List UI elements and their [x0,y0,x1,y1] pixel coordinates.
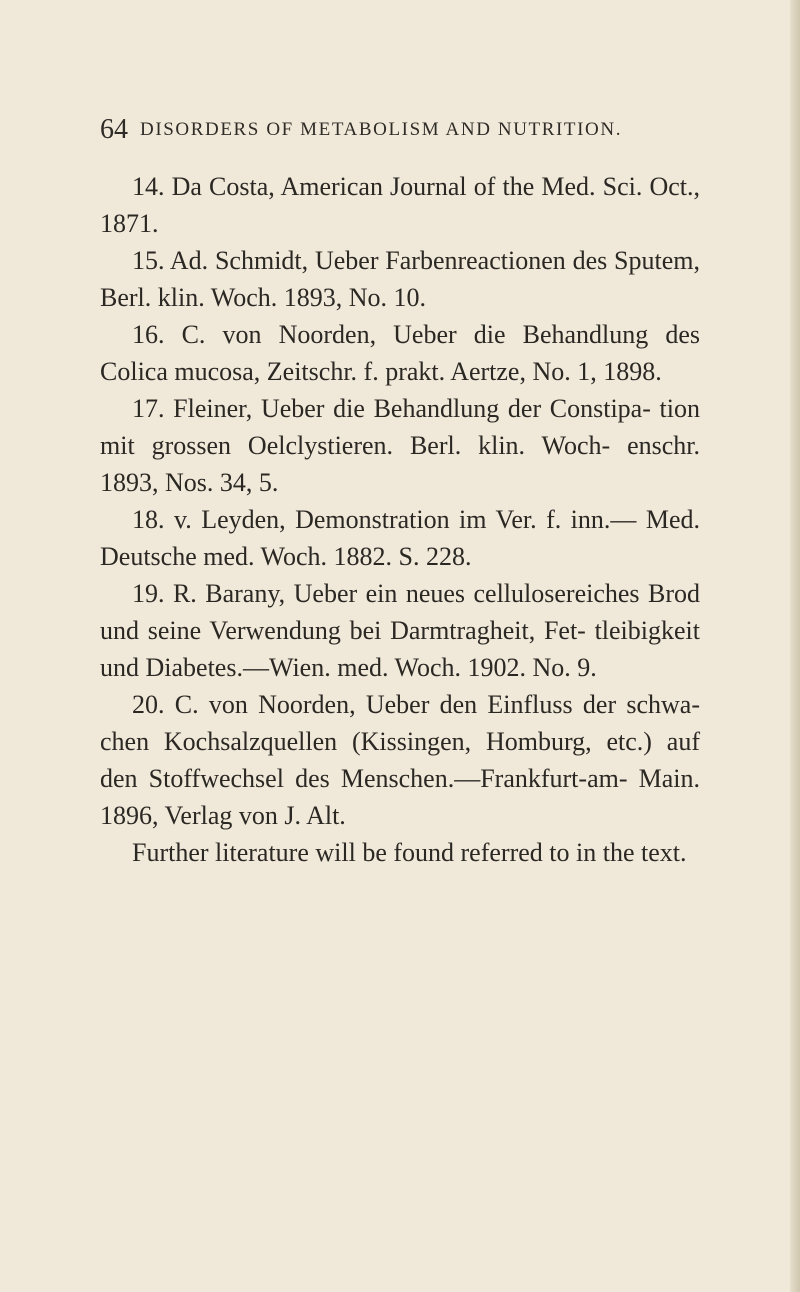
reference-17: 17. Fleiner, Ueber die Behandlung der Constipa- tion mit grossen Oelclystieren. Berl. klin. Woch- enschr. 1893, Nos. 34, 5. [100,394,700,497]
page-number: 64 [100,114,128,145]
reference-20: 20. C. von Noorden, Ueber den Einfluss der schwa- chen Kochsalzquellen (Kissingen, Homburg, etc.) auf den Stoffwechsel des Menschen.—Frankfurt-am- Main. 1896, Verlag von J. Alt. [100,690,700,830]
closing-note: Further literature will be found referred to in the text. [132,838,687,867]
reference-19: 19. R. Barany, Ueber ein neues cellulosereiches Brod und seine Verwendung bei Darmtragheit, Fet- tleibigkeit und Diabetes.—Wien. med. Woch. 1902. No. 9. [100,579,700,682]
reference-14: 14. Da Costa, American Journal of the Med. Sci. Oct., 1871. [100,172,700,238]
reference-list [100,168,700,871]
page-edge [790,0,800,1292]
running-title: DISORDERS OF METABOLISM AND NUTRITION. [140,119,623,140]
reference-18: 18. v. Leyden, Demonstration im Ver. f. inn.— Med. Deutsche med. Woch. 1882. S. 228. [100,505,700,571]
page-header [100,112,700,148]
reference-16: 16. C. von Noorden, Ueber die Behandlung des Colica mucosa, Zeitschr. f. prakt. Aertze, No. 1, 1898. [100,320,700,386]
reference-15: 15. Ad. Schmidt, Ueber Farbenreactionen des Sputem, Berl. klin. Woch. 1893, No. 10. [100,246,700,312]
